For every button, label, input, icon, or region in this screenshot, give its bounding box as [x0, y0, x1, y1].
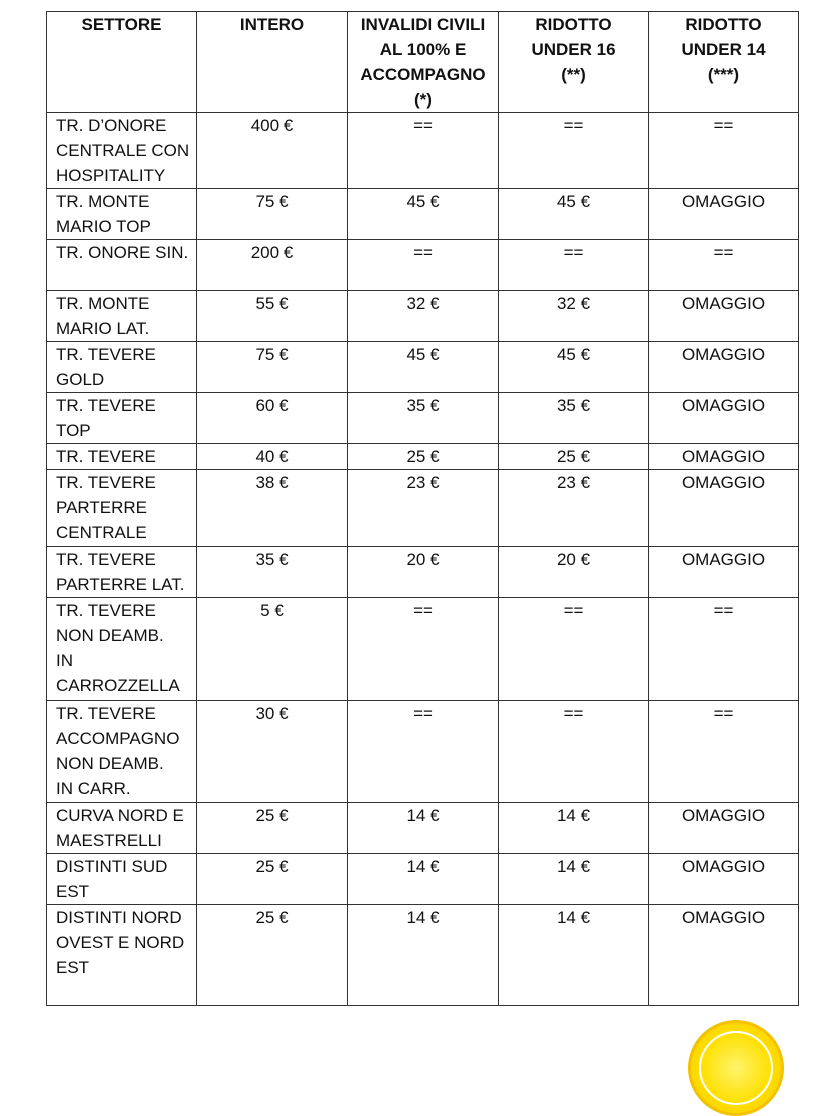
sector-line: TR. TEVERE [56, 601, 156, 620]
intero-cell: 25 € [197, 803, 348, 854]
table-body [47, 113, 799, 1006]
logo-ring [699, 1031, 773, 1105]
under14-cell: OMAGGIO [649, 393, 799, 444]
table-row [47, 113, 799, 189]
sector-line: PARTERRE LAT. [56, 575, 185, 594]
sector-line: ACCOMPAGNO [56, 729, 180, 748]
table-row [47, 905, 799, 1006]
header-line: RIDOTTO [535, 15, 612, 34]
sector-line: IN [56, 651, 73, 670]
sector-cell [47, 854, 197, 905]
sector-line: PARTERRE [56, 498, 148, 517]
header-line: SETTORE [81, 15, 162, 34]
invalidi-cell: 45 € [348, 342, 499, 393]
intero-cell: 25 € [197, 905, 348, 1006]
table-row [47, 854, 799, 905]
header-line: (**) [561, 65, 586, 84]
sector-line: MAESTRELLI [56, 831, 162, 850]
sector-line: CURVA NORD E [56, 806, 184, 825]
sector-line: NON DEAMB. [56, 626, 164, 645]
under14-cell: OMAGGIO [649, 444, 799, 470]
header-under16 [499, 12, 649, 113]
intero-cell: 200 € [197, 240, 348, 291]
sector-cell [47, 547, 197, 598]
intero-cell: 75 € [197, 342, 348, 393]
sector-line: MARIO LAT. [56, 319, 150, 338]
sector-line: MARIO TOP [56, 217, 151, 236]
under14-cell: == [649, 240, 799, 291]
price-table [46, 11, 799, 1006]
sector-line: IN CARR. [56, 779, 131, 798]
under14-cell: == [649, 701, 799, 803]
yellow-circle-logo-icon [688, 1020, 784, 1116]
under14-cell: OMAGGIO [649, 854, 799, 905]
sector-line: TR. ONORE SIN. [56, 243, 189, 262]
sector-cell [47, 189, 197, 240]
table-row [47, 342, 799, 393]
sector-cell [47, 342, 197, 393]
header-line: UNDER 14 [681, 40, 766, 59]
sector-cell [47, 905, 197, 1006]
table-row [47, 803, 799, 854]
table-row [47, 547, 799, 598]
header-row [47, 12, 799, 113]
header-line: UNDER 16 [531, 40, 616, 59]
under16-cell: 14 € [499, 803, 649, 854]
header-line: (***) [707, 65, 740, 84]
sector-line: EST [56, 958, 90, 977]
sector-line: HOSPITALITY [56, 166, 166, 185]
under16-cell: 14 € [499, 905, 649, 1006]
sector-line: TR. TEVERE [56, 396, 156, 415]
invalidi-cell: == [348, 113, 499, 189]
sector-cell [47, 470, 197, 547]
invalidi-cell: 32 € [348, 291, 499, 342]
under14-cell: OMAGGIO [649, 189, 799, 240]
sector-line: TOP [56, 421, 91, 440]
header-line: (*) [414, 90, 432, 109]
header-line: INTERO [239, 15, 305, 34]
under16-cell: 23 € [499, 470, 649, 547]
under14-cell: OMAGGIO [649, 803, 799, 854]
header-under14 [649, 12, 799, 113]
intero-cell: 60 € [197, 393, 348, 444]
invalidi-cell: == [348, 598, 499, 701]
sector-cell [47, 393, 197, 444]
invalidi-cell: 23 € [348, 470, 499, 547]
sector-line: TR. MONTE [56, 294, 150, 313]
table-row [47, 393, 799, 444]
under16-cell: == [499, 240, 649, 291]
under14-cell: OMAGGIO [649, 905, 799, 1006]
header-intero [197, 12, 348, 113]
header-line: INVALIDI CIVILI [360, 15, 486, 34]
sector-line: GOLD [56, 370, 105, 389]
sector-line: TR. TEVERE [56, 345, 156, 364]
table-row [47, 470, 799, 547]
header-line: RIDOTTO [685, 15, 762, 34]
sector-line: TR. D’ONORE [56, 116, 167, 135]
sector-line: DISTINTI NORD [56, 908, 182, 927]
sector-cell [47, 803, 197, 854]
invalidi-cell: 14 € [348, 905, 499, 1006]
under16-cell: 20 € [499, 547, 649, 598]
table-row [47, 701, 799, 803]
invalidi-cell: 14 € [348, 803, 499, 854]
header-line: AL 100% E [379, 40, 467, 59]
under14-cell: OMAGGIO [649, 547, 799, 598]
sector-line: OVEST E NORD [56, 933, 185, 952]
sector-cell [47, 113, 197, 189]
sector-line: TR. TEVERE [56, 550, 156, 569]
invalidi-cell: 20 € [348, 547, 499, 598]
sector-line: TR. TEVERE [56, 704, 156, 723]
sector-cell [47, 701, 197, 803]
intero-cell: 75 € [197, 189, 348, 240]
sector-line: CENTRALE [56, 523, 147, 542]
under16-cell: 35 € [499, 393, 649, 444]
under16-cell: 14 € [499, 854, 649, 905]
invalidi-cell: 45 € [348, 189, 499, 240]
invalidi-cell: 25 € [348, 444, 499, 470]
sector-line: TR. MONTE [56, 192, 150, 211]
invalidi-cell: == [348, 240, 499, 291]
intero-cell: 55 € [197, 291, 348, 342]
under16-cell: == [499, 113, 649, 189]
table-row [47, 189, 799, 240]
under16-cell: 45 € [499, 189, 649, 240]
sector-cell [47, 291, 197, 342]
invalidi-cell: 35 € [348, 393, 499, 444]
under14-cell: == [649, 113, 799, 189]
sector-cell [47, 598, 197, 701]
table-row [47, 240, 799, 291]
intero-cell: 38 € [197, 470, 348, 547]
header-invalidi [348, 12, 499, 113]
sector-line: NON DEAMB. [56, 754, 164, 773]
under16-cell: 25 € [499, 444, 649, 470]
table-row [47, 598, 799, 701]
header-line: ACCOMPAGNO [360, 65, 486, 84]
sector-line: TR. TEVERE [56, 473, 156, 492]
under16-cell: 45 € [499, 342, 649, 393]
intero-cell: 35 € [197, 547, 348, 598]
sector-cell [47, 444, 197, 470]
intero-cell: 40 € [197, 444, 348, 470]
under16-cell: == [499, 701, 649, 803]
sector-cell [47, 240, 197, 291]
sector-line: TR. TEVERE [56, 447, 156, 466]
invalidi-cell: 14 € [348, 854, 499, 905]
under14-cell: OMAGGIO [649, 470, 799, 547]
under14-cell: OMAGGIO [649, 342, 799, 393]
table-row [47, 291, 799, 342]
sector-line: CARROZZELLA [56, 676, 180, 695]
sector-line: CENTRALE CON [56, 141, 190, 160]
under16-cell: == [499, 598, 649, 701]
under14-cell: == [649, 598, 799, 701]
invalidi-cell: == [348, 701, 499, 803]
sector-line: EST [56, 882, 90, 901]
intero-cell: 400 € [197, 113, 348, 189]
under16-cell: 32 € [499, 291, 649, 342]
table-header [47, 12, 799, 113]
sector-line: DISTINTI SUD [56, 857, 168, 876]
intero-cell: 25 € [197, 854, 348, 905]
header-settore [47, 12, 197, 113]
table-row [47, 444, 799, 470]
intero-cell: 30 € [197, 701, 348, 803]
intero-cell: 5 € [197, 598, 348, 701]
under14-cell: OMAGGIO [649, 291, 799, 342]
